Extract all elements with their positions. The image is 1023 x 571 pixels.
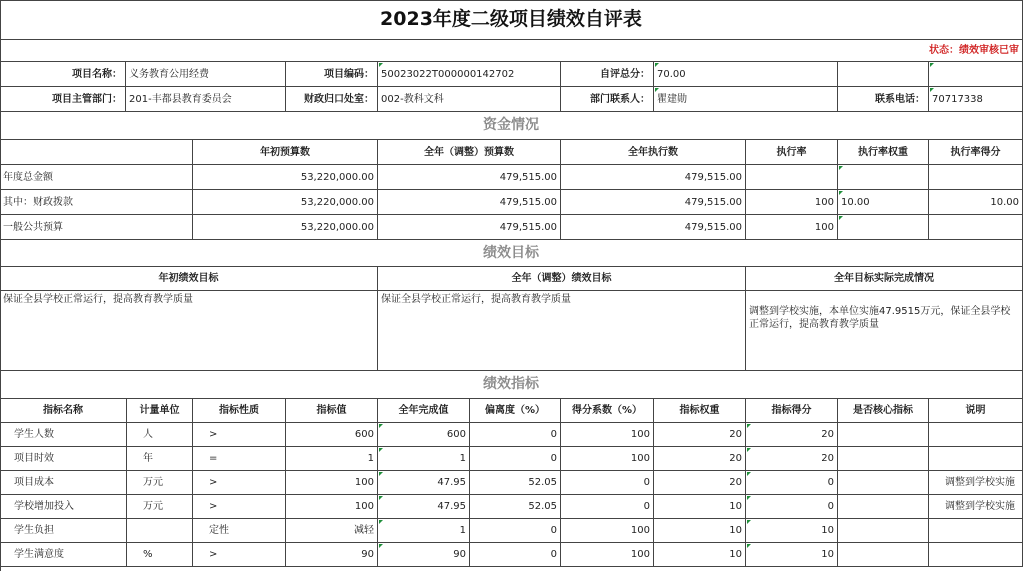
- indicator-cell: 600: [286, 423, 378, 447]
- indicator-name: 学生负担: [0, 519, 127, 543]
- project-name-label: 项目名称：: [0, 62, 126, 87]
- indicator-header: 指标得分: [746, 399, 838, 423]
- indicator-cell: 90: [378, 543, 470, 567]
- funds-cell: [838, 165, 929, 190]
- phone-value: 70717338: [929, 87, 1023, 112]
- indicator-cell: 0: [561, 495, 654, 519]
- indicator-cell: 47.95: [378, 471, 470, 495]
- funds-row-label: 年度总金额: [0, 165, 193, 190]
- goal-initial: 保证全县学校正常运行，提高教育教学质量: [0, 291, 378, 371]
- indicator-header: 指标性质: [193, 399, 286, 423]
- funds-cell: 10.00: [929, 190, 1023, 215]
- indicator-cell: 10: [746, 543, 838, 567]
- dept-label: 项目主管部门：: [0, 87, 126, 112]
- indicator-cell: 0: [561, 471, 654, 495]
- section-title-indicators: 绩效指标: [0, 371, 1023, 399]
- contact-value: 瞿建勋: [654, 87, 838, 112]
- funds-cell: 479,515.00: [378, 215, 561, 240]
- phone-label: 联系电话：: [838, 87, 929, 112]
- indicator-cell: [838, 495, 929, 519]
- funds-cell: 10.00: [838, 190, 929, 215]
- indicator-cell: 年: [127, 447, 193, 471]
- indicator-cell: 人: [127, 423, 193, 447]
- status-badge: 状态：绩效审核已审: [0, 40, 1023, 62]
- funds-cell: [929, 215, 1023, 240]
- indicator-cell: 52.05: [470, 471, 561, 495]
- funds-cell: 479,515.00: [561, 165, 746, 190]
- indicator-header: 全年完成值: [378, 399, 470, 423]
- goal-adjusted: 保证全县学校正常运行，提高教育教学质量: [378, 291, 746, 371]
- indicator-cell: [838, 543, 929, 567]
- goals-header: 全年（调整）绩效目标: [378, 267, 746, 291]
- finance-label: 财政归口处室：: [286, 87, 378, 112]
- indicator-cell: 0: [470, 543, 561, 567]
- indicator-cell: >: [193, 423, 286, 447]
- indicator-cell: 20: [746, 447, 838, 471]
- section-title-goals: 绩效目标: [0, 240, 1023, 267]
- goals-header: 全年目标实际完成情况: [746, 267, 1023, 291]
- contact-label: 部门联系人：: [561, 87, 654, 112]
- indicator-cell: [838, 471, 929, 495]
- indicator-cell: 减轻: [286, 519, 378, 543]
- funds-row-label: 一般公共预算: [0, 215, 193, 240]
- funds-row-label: 其中：财政拨款: [0, 190, 193, 215]
- self-score-value: 70.00: [654, 62, 838, 87]
- indicator-cell: [929, 519, 1023, 543]
- dept-value: 201-丰都县教育委员会: [126, 87, 286, 112]
- funds-cell: [929, 165, 1023, 190]
- indicator-cell: 0: [746, 471, 838, 495]
- indicator-cell: 47.95: [378, 495, 470, 519]
- section-title-funds: 资金情况: [0, 112, 1023, 140]
- indicator-cell: [838, 519, 929, 543]
- indicator-cell: >: [193, 471, 286, 495]
- indicator-name: 学生人数: [0, 423, 127, 447]
- goals-header: 年初绩效目标: [0, 267, 378, 291]
- project-code-value: 50023022T000000142702: [378, 62, 561, 87]
- indicator-header: 得分系数（%）: [561, 399, 654, 423]
- indicator-cell: 万元: [127, 495, 193, 519]
- indicator-name: 学校增加投入: [0, 495, 127, 519]
- project-code-label: 项目编码：: [286, 62, 378, 87]
- indicator-name: 项目时效: [0, 447, 127, 471]
- empty-cell: [0, 140, 193, 165]
- funds-cell: 53,220,000.00: [193, 165, 378, 190]
- indicator-name: 项目成本: [0, 471, 127, 495]
- indicator-cell: 52.05: [470, 495, 561, 519]
- indicator-cell: [929, 423, 1023, 447]
- project-name-value: 义务教育公用经费: [126, 62, 286, 87]
- indicator-cell: [929, 543, 1023, 567]
- indicator-cell: 1: [378, 519, 470, 543]
- indicator-header: 指标权重: [654, 399, 746, 423]
- indicator-cell: 0: [470, 423, 561, 447]
- funds-cell: [746, 165, 838, 190]
- indicator-cell: 10: [654, 495, 746, 519]
- indicator-cell: [838, 447, 929, 471]
- funds-cell: 53,220,000.00: [193, 215, 378, 240]
- indicator-cell: 1: [378, 447, 470, 471]
- indicator-header: 偏离度（%）: [470, 399, 561, 423]
- indicator-cell: 调整到学校实施: [929, 471, 1023, 495]
- indicator-cell: 20: [654, 471, 746, 495]
- indicator-cell: 调整到学校实施: [929, 495, 1023, 519]
- empty-cell: [838, 62, 929, 87]
- indicator-cell: 600: [378, 423, 470, 447]
- indicator-cell: 0: [470, 447, 561, 471]
- indicator-header: 说明: [929, 399, 1023, 423]
- page-title: 2023年度二级项目绩效自评表: [0, 0, 1023, 40]
- indicator-header: 指标值: [286, 399, 378, 423]
- funds-cell: 53,220,000.00: [193, 190, 378, 215]
- indicator-cell: 万元: [127, 471, 193, 495]
- funds-cell: [838, 215, 929, 240]
- funds-cell: 100: [746, 215, 838, 240]
- indicator-cell: >: [193, 495, 286, 519]
- empty-cell: [929, 62, 1023, 87]
- funds-cell: 479,515.00: [561, 215, 746, 240]
- indicator-cell: 100: [561, 519, 654, 543]
- indicator-cell: 0: [746, 495, 838, 519]
- indicator-header: 指标名称: [0, 399, 127, 423]
- funds-header: 执行率权重: [838, 140, 929, 165]
- indicator-cell: 20: [746, 423, 838, 447]
- funds-cell: 479,515.00: [561, 190, 746, 215]
- indicator-cell: 10: [654, 519, 746, 543]
- indicator-cell: 100: [286, 471, 378, 495]
- indicator-cell: [838, 423, 929, 447]
- indicator-name: 学生满意度: [0, 543, 127, 567]
- indicator-cell: 100: [561, 423, 654, 447]
- funds-header: 执行率得分: [929, 140, 1023, 165]
- indicator-cell: 100: [286, 495, 378, 519]
- indicator-cell: [929, 447, 1023, 471]
- self-score-label: 自评总分：: [561, 62, 654, 87]
- indicator-cell: 90: [286, 543, 378, 567]
- funds-cell: 479,515.00: [378, 165, 561, 190]
- indicator-header: 计量单位: [127, 399, 193, 423]
- indicator-cell: 定性: [193, 519, 286, 543]
- indicator-cell: [127, 519, 193, 543]
- indicator-cell: %: [127, 543, 193, 567]
- finance-value: 002-教科文科: [378, 87, 561, 112]
- indicator-cell: =: [193, 447, 286, 471]
- funds-header: 全年（调整）预算数: [378, 140, 561, 165]
- funds-header: 全年执行数: [561, 140, 746, 165]
- indicator-cell: 100: [561, 447, 654, 471]
- indicator-cell: 20: [654, 447, 746, 471]
- indicator-cell: 10: [654, 543, 746, 567]
- funds-cell: 100: [746, 190, 838, 215]
- indicator-cell: 10: [746, 519, 838, 543]
- indicator-cell: 20: [654, 423, 746, 447]
- indicator-header: 是否核心指标: [838, 399, 929, 423]
- indicator-cell: 0: [470, 519, 561, 543]
- indicator-cell: 1: [286, 447, 378, 471]
- indicator-cell: >: [193, 543, 286, 567]
- indicator-cell: 100: [561, 543, 654, 567]
- funds-header: 执行率: [746, 140, 838, 165]
- funds-cell: 479,515.00: [378, 190, 561, 215]
- funds-header: 年初预算数: [193, 140, 378, 165]
- goal-actual: 调整到学校实施，本单位实施47.9515万元，保证全县学校正常运行，提高教育教学质量: [746, 291, 1023, 371]
